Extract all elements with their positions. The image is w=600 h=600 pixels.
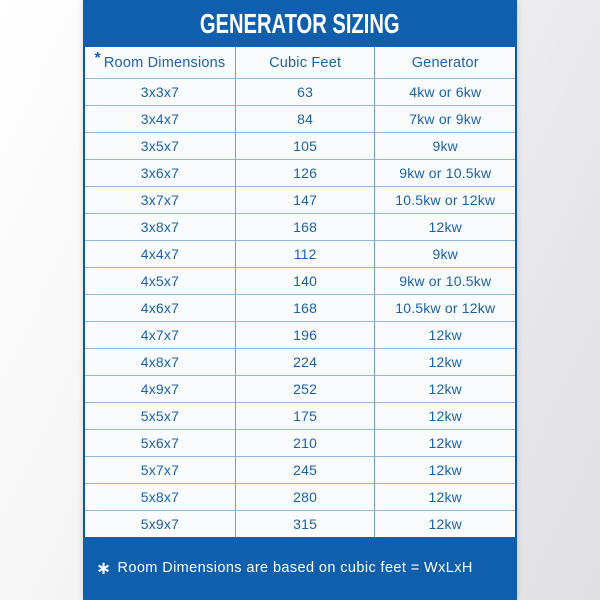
cell-cubic-feet: 252: [235, 376, 375, 402]
cell-cubic-feet: 168: [235, 214, 375, 240]
cell-room-dimensions: 4x4x7: [140, 246, 180, 262]
cell-generator: 9kw: [374, 241, 515, 267]
table-row: [85, 456, 515, 483]
cell-cubic-feet: 210: [235, 430, 375, 456]
column-header-room-dimensions: [85, 47, 235, 78]
table-row: [85, 213, 515, 240]
cell-cubic-feet: 224: [235, 349, 375, 375]
table-row: [85, 105, 515, 132]
table-row: [85, 321, 515, 348]
cell-generator: 12kw: [374, 511, 515, 537]
cell-cubic-feet: 168: [235, 295, 375, 321]
column-header-label: Room Dimensions: [103, 54, 226, 71]
table-row: [85, 267, 515, 294]
asterisk-marker: *: [94, 49, 101, 67]
cell-room-dimensions: 3x3x7: [140, 84, 180, 100]
cell-generator: 9kw: [374, 133, 515, 159]
cell-generator: 12kw: [374, 457, 515, 483]
cell-room-dimensions: 4x8x7: [140, 354, 180, 370]
cell-generator: 12kw: [374, 214, 515, 240]
cell-generator: 10.5kw or 12kw: [374, 187, 515, 213]
table-row: [85, 402, 515, 429]
cell-room-dimensions: 3x5x7: [140, 138, 180, 154]
cell-cubic-feet: 140: [235, 268, 375, 294]
cell-room-dimensions: 4x7x7: [140, 327, 180, 343]
sizing-table: [83, 47, 517, 537]
cell-cubic-feet: 196: [235, 322, 375, 348]
cell-generator: 9kw or 10.5kw: [374, 160, 515, 186]
column-header-cubic-feet: Cubic Feet: [235, 47, 375, 78]
cell-generator: 7kw or 9kw: [374, 106, 515, 132]
table-row: [85, 510, 515, 537]
cell-generator: 9kw or 10.5kw: [374, 268, 515, 294]
generator-sizing-panel: [83, 0, 517, 600]
cell-generator: 12kw: [374, 403, 515, 429]
cell-generator: 12kw: [374, 484, 515, 510]
table-row: [85, 159, 515, 186]
table-row: [85, 294, 515, 321]
column-header-generator: Generator: [374, 47, 515, 78]
cell-room-dimensions: 4x5x7: [140, 273, 180, 289]
cell-generator: 12kw: [374, 349, 515, 375]
cell-room-dimensions: 5x7x7: [140, 462, 180, 478]
page-title: GENERATOR SIZING: [200, 7, 400, 39]
cell-room-dimensions: 4x6x7: [140, 300, 180, 316]
table-row: [85, 186, 515, 213]
cell-generator: 10.5kw or 12kw: [374, 295, 515, 321]
cell-generator: 12kw: [374, 322, 515, 348]
cell-cubic-feet: 147: [235, 187, 375, 213]
cell-cubic-feet: 280: [235, 484, 375, 510]
cell-cubic-feet: 126: [235, 160, 375, 186]
cell-room-dimensions: 3x6x7: [140, 165, 180, 181]
cell-generator: 12kw: [374, 376, 515, 402]
table-row: [85, 348, 515, 375]
table-header-row: [85, 47, 515, 78]
cell-room-dimensions: 3x7x7: [140, 192, 180, 208]
cell-room-dimensions: 5x6x7: [140, 435, 180, 451]
table-row: [85, 78, 515, 105]
table-row: [85, 240, 515, 267]
cell-room-dimensions: 5x5x7: [140, 408, 180, 424]
cell-cubic-feet: 245: [235, 457, 375, 483]
cell-cubic-feet: 63: [235, 79, 375, 105]
table-row: [85, 375, 515, 402]
table-row: [85, 429, 515, 456]
cell-cubic-feet: 175: [235, 403, 375, 429]
footnote: [96, 557, 473, 579]
cell-room-dimensions: 3x8x7: [140, 219, 180, 235]
cell-room-dimensions: 5x8x7: [140, 489, 180, 505]
title-band: [83, 0, 517, 47]
cell-room-dimensions: 3x4x7: [140, 111, 180, 127]
cell-cubic-feet: 105: [235, 133, 375, 159]
table-body: [85, 78, 515, 537]
footnote-asterisk-icon: ∗: [96, 557, 112, 579]
footnote-band: [83, 537, 517, 600]
cell-cubic-feet: 112: [235, 241, 375, 267]
footnote-text: Room Dimensions are based on cubic feet = WxLxH: [117, 559, 473, 576]
cell-room-dimensions: 4x9x7: [140, 381, 180, 397]
cell-cubic-feet: 84: [235, 106, 375, 132]
table-row: [85, 132, 515, 159]
cell-generator: 12kw: [374, 430, 515, 456]
cell-cubic-feet: 315: [235, 511, 375, 537]
table-row: [85, 483, 515, 510]
cell-generator: 4kw or 6kw: [374, 79, 515, 105]
cell-room-dimensions: 5x9x7: [140, 516, 180, 532]
